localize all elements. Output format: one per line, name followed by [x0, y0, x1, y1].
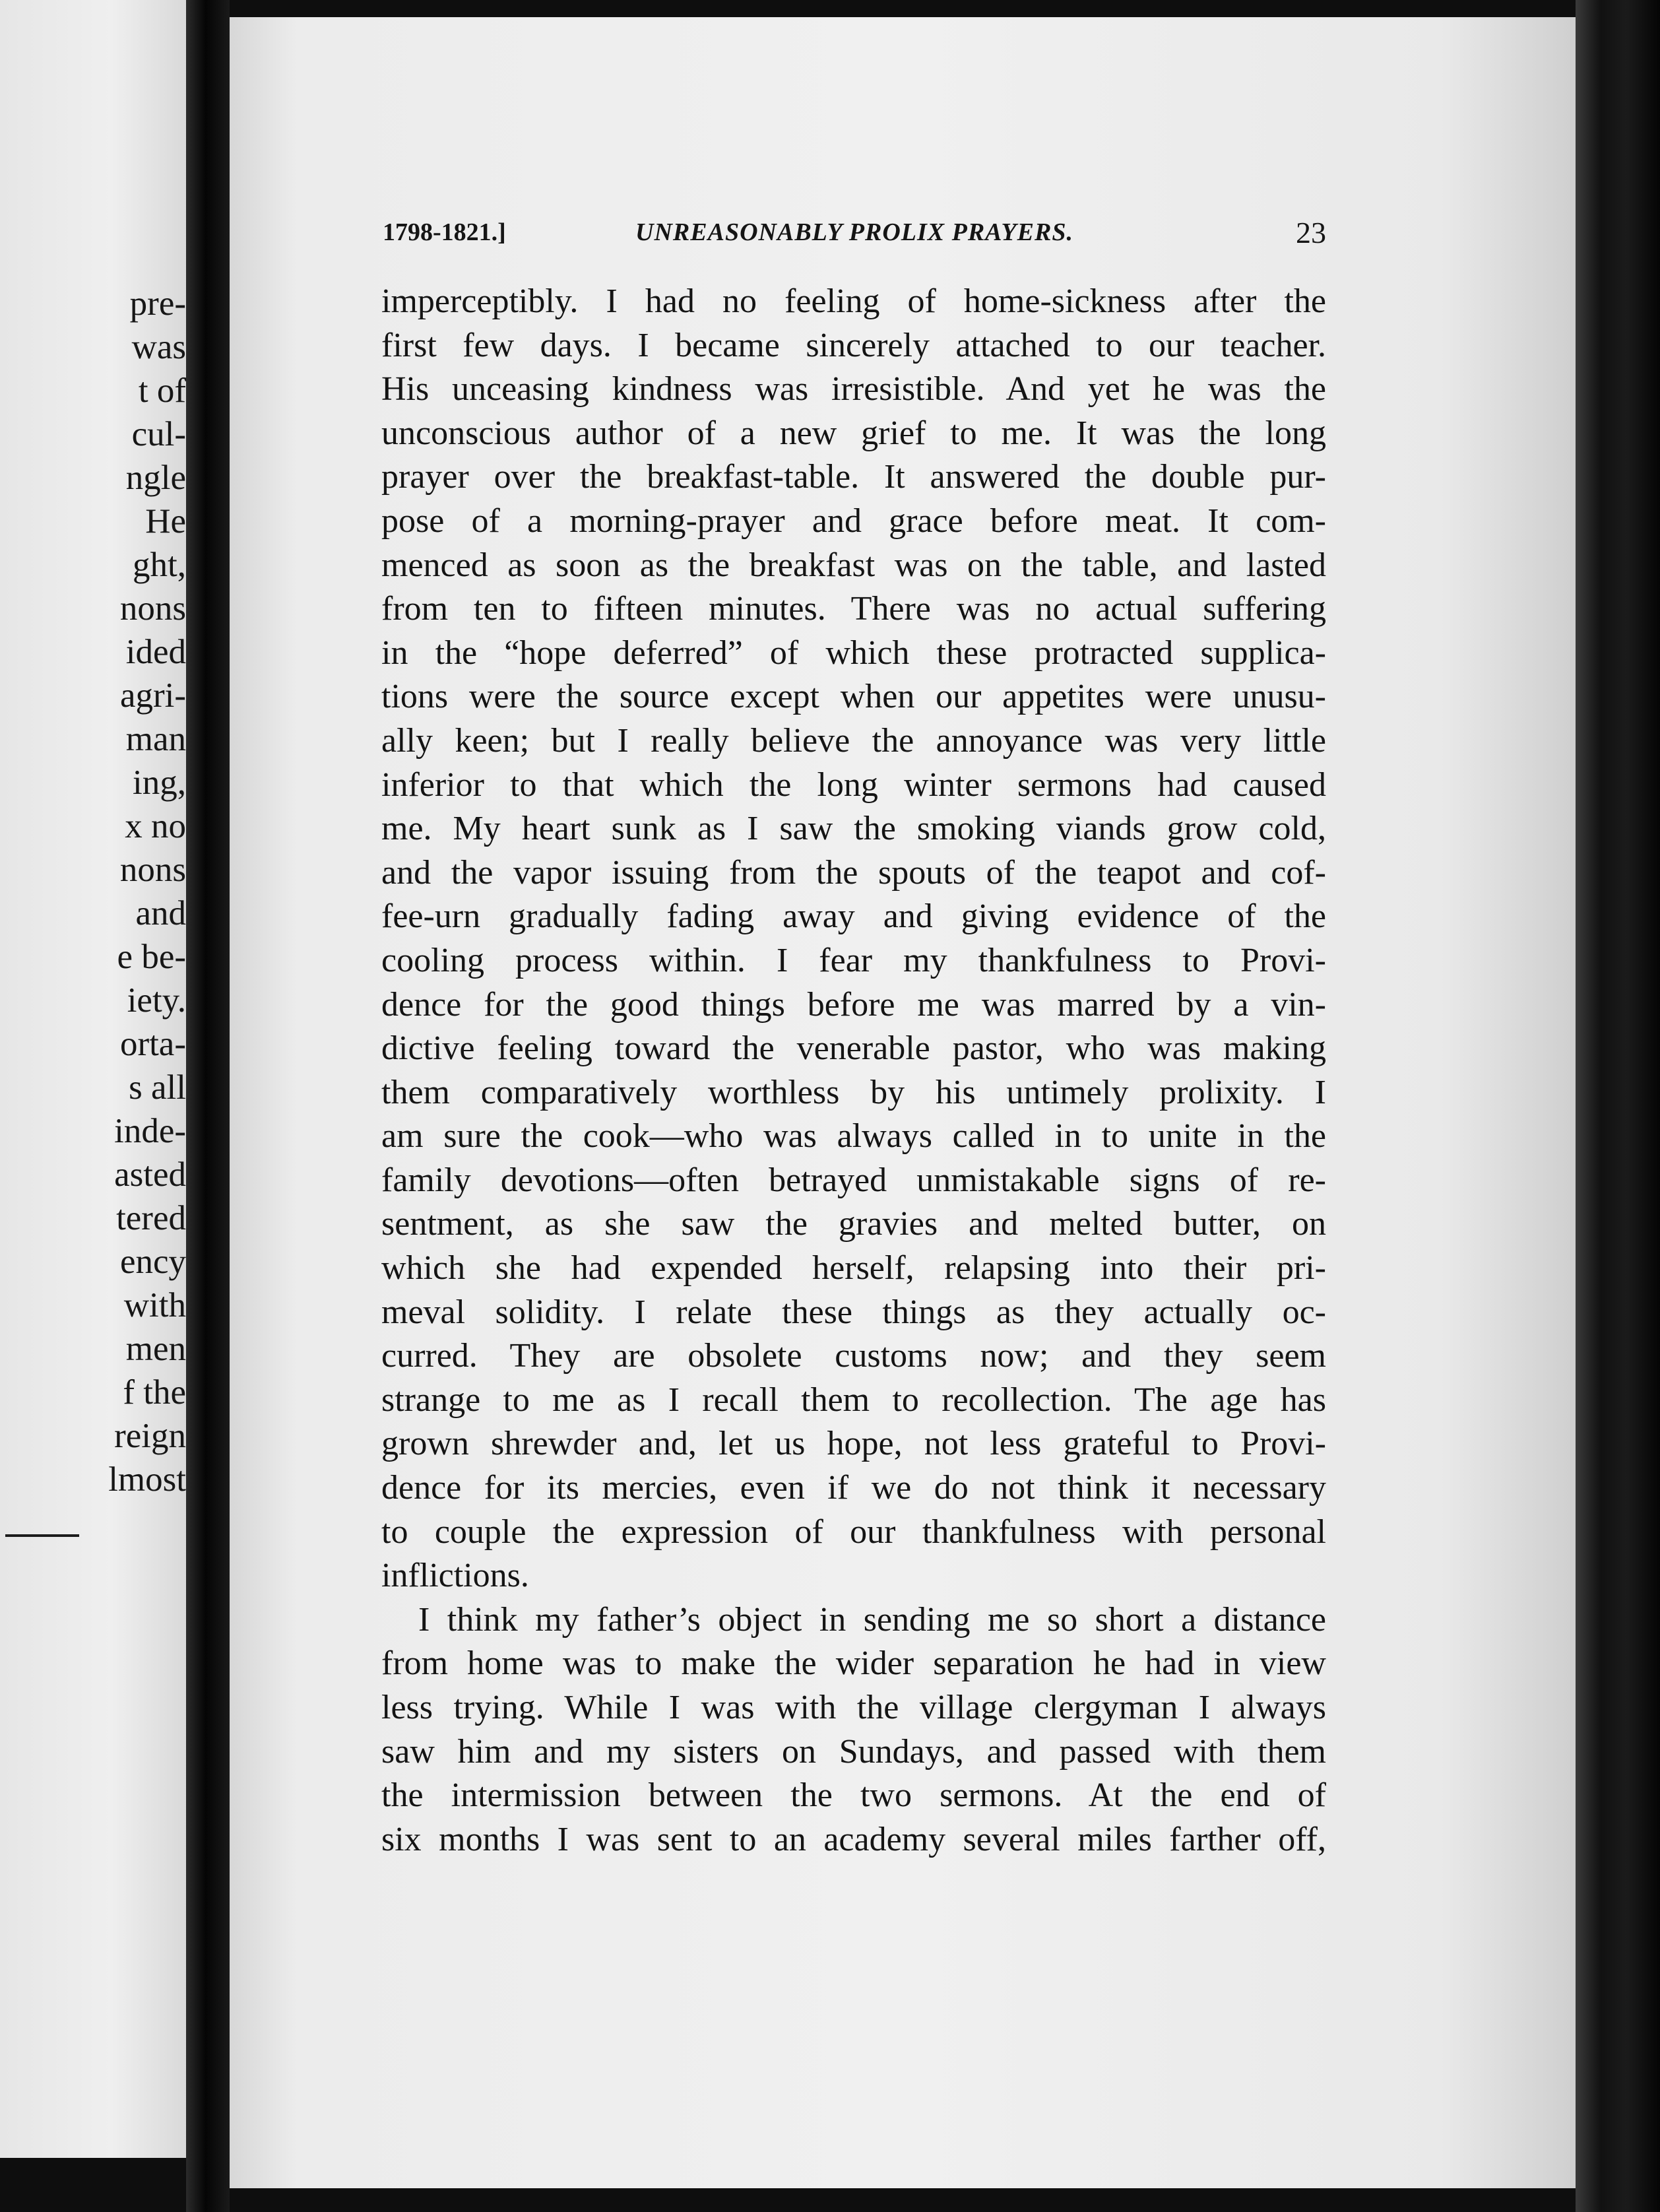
left-page-line: man: [125, 720, 186, 758]
left-page-line: men: [125, 1330, 186, 1368]
text-line: curred. They are obsolete customs now; and they seem: [381, 1337, 1326, 1375]
book-edge: [1576, 0, 1660, 2212]
text-line: meval solidity. I relate these things as they actually oc-: [381, 1293, 1326, 1331]
left-page-line: ided: [125, 633, 186, 671]
text-line: the intermission between the two sermons. At the end of: [381, 1776, 1326, 1815]
left-page-line: and: [135, 894, 186, 932]
left-page-line: nons: [119, 589, 186, 628]
left-page-line: asted: [114, 1155, 186, 1194]
text-line: dictive feeling toward the venerable pastor, who was making: [381, 1029, 1326, 1068]
text-line: ally keen; but I really believe the annoyance was very little: [381, 721, 1326, 760]
text-line: dence for the good things before me was marred by a vin-: [381, 985, 1326, 1024]
text-line: them comparatively worthless by his untimely prolixity. I: [381, 1073, 1326, 1111]
text-line: unconscious author of a new grief to me. It was the long: [381, 414, 1326, 452]
left-page-line: lmost: [108, 1460, 186, 1499]
left-page-line: with: [123, 1286, 186, 1324]
text-line: fee-urn gradually fading away and giving evidence of the: [381, 897, 1326, 936]
text-line: to couple the expression of our thankfulness with personal: [381, 1513, 1326, 1551]
running-head: [383, 218, 1326, 257]
left-page-line: orta-: [119, 1025, 186, 1063]
left-page-line: iety.: [127, 981, 186, 1020]
text-line: sentment, as she saw the gravies and melted butter, on: [381, 1205, 1326, 1243]
running-head-dates: 1798-1821.]: [383, 218, 506, 246]
page-number: 23: [1296, 216, 1326, 249]
text-line: imperceptibly. I had no feeling of home-sickness after the: [381, 282, 1326, 320]
text-line: inferior to that which the long winter sermons had caused: [381, 765, 1326, 804]
left-page-line: ing,: [133, 764, 186, 802]
left-facing-page: [0, 0, 186, 2158]
left-page-line: ght,: [133, 546, 186, 584]
text-line: dence for its mercies, even if we do not think it necessary: [381, 1469, 1326, 1507]
text-line: from home was to make the wider separation he had in view: [381, 1644, 1326, 1683]
left-page-line: s all: [129, 1068, 186, 1107]
text-line: and the vapor issuing from the spouts of the teapot and cof-: [381, 853, 1326, 892]
text-line: from ten to fifteen minutes. There was no actual suffering: [381, 590, 1326, 628]
text-line: grown shrewder and, let us hope, not less grateful to Provi-: [381, 1425, 1326, 1463]
paragraph-start-line: I think my father’s object in sending me so short a distance: [418, 1600, 1326, 1639]
left-page-line: agri-: [119, 676, 186, 715]
text-line: family devotions—often betrayed unmistakable signs of re-: [381, 1161, 1326, 1199]
text-line: strange to me as I recall them to recollection. The age has: [381, 1381, 1326, 1419]
text-line: tions were the source except when our appetites were unusu-: [381, 678, 1326, 716]
text-line: pose of a morning-prayer and grace before meat. It com-: [381, 502, 1326, 540]
left-page-footnotes: [0, 0, 186, 2158]
left-page-line: ency: [119, 1243, 186, 1281]
text-line: six months I was sent to an academy several miles farther off,: [381, 1820, 1326, 1858]
text-line: me. My heart sunk as I saw the smoking viands grow cold,: [381, 810, 1326, 848]
left-page-line: was: [131, 328, 186, 366]
left-page-line: He: [145, 502, 186, 540]
left-page-line: tered: [116, 1199, 186, 1237]
left-page-line: inde-: [114, 1112, 186, 1150]
left-page-line: f the: [123, 1373, 186, 1412]
text-line: am sure the cook—who was always called in to unite in the: [381, 1117, 1326, 1155]
left-page-line: reign: [114, 1417, 186, 1455]
running-head-title: UNREASONABLY PROLIX PRAYERS.: [635, 218, 1073, 246]
left-page-line: t of: [138, 372, 186, 410]
text-line: which she had expended herself, relapsing into their pri-: [381, 1249, 1326, 1287]
left-page-line: pre-: [129, 284, 186, 323]
text-line: prayer over the breakfast-table. It answered the double pur-: [381, 458, 1326, 496]
text-line: first few days. I became sincerely attached to our teacher.: [381, 326, 1326, 364]
text-line: cooling process within. I fear my thankfulness to Provi-: [381, 941, 1326, 979]
text-line: in the “hope deferred” of which these protracted supplica-: [381, 634, 1326, 672]
left-page-line: x no: [125, 807, 186, 845]
paragraph-end-line: inflictions.: [381, 1557, 529, 1595]
book-gutter: [186, 0, 230, 2212]
left-page-line: cul-: [131, 415, 186, 453]
body-text: [381, 280, 1326, 1862]
text-line: menced as soon as the breakfast was on the table, and lasted: [381, 546, 1326, 584]
left-page-line: e be-: [117, 938, 186, 976]
text-line: His unceasing kindness was irresistible. And yet he was the: [381, 370, 1326, 408]
text-line: less trying. While I was with the village clergyman I always: [381, 1689, 1326, 1726]
left-page-line: ngle: [125, 459, 186, 497]
left-page-line: nons: [119, 851, 186, 889]
text-line: saw him and my sisters on Sundays, and passed with them: [381, 1732, 1326, 1771]
